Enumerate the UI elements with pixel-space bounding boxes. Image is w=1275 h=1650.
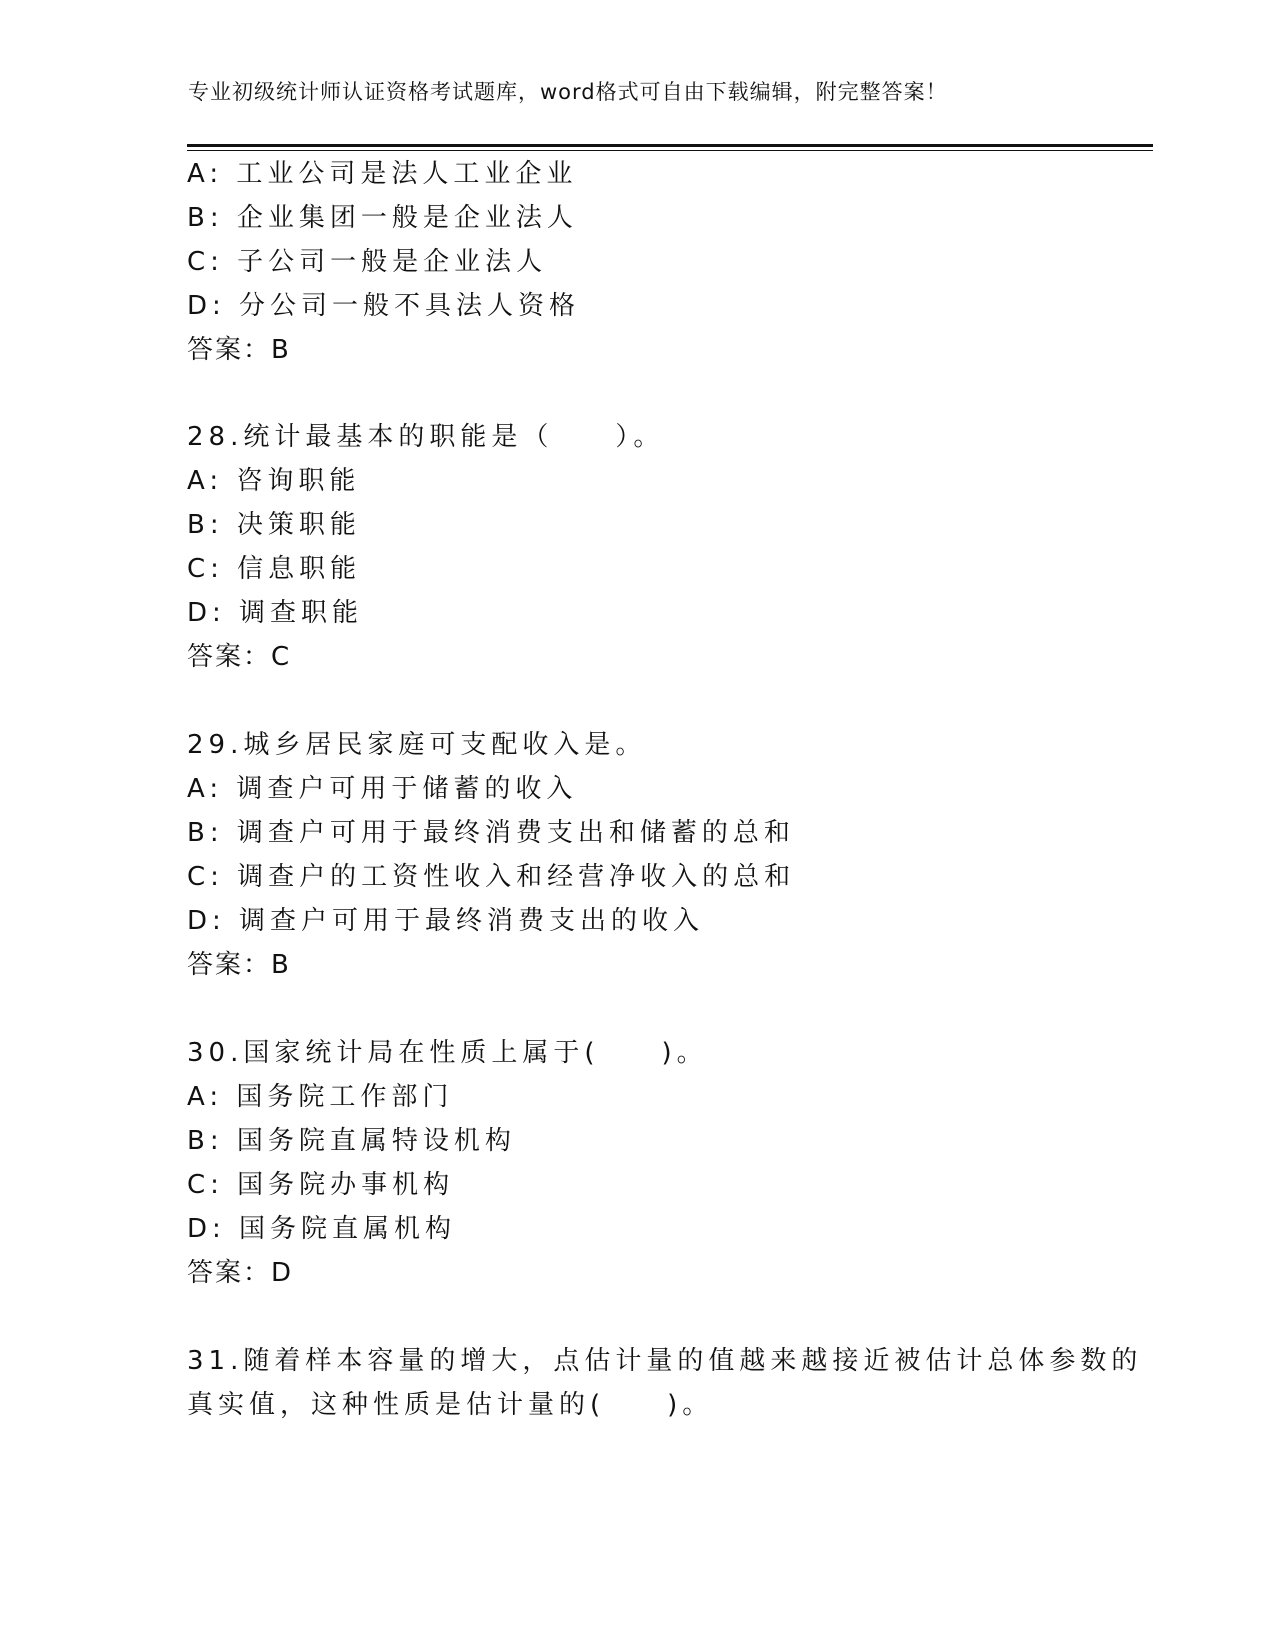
option-c: C: 国务院办事机构 xyxy=(187,1170,455,1200)
header-rule-thin xyxy=(187,150,1153,151)
option-d: D: 调查职能 xyxy=(187,598,364,628)
option-a: A: 工业公司是法人工业企业 xyxy=(187,159,578,189)
answer: 答案：D xyxy=(187,1258,294,1288)
option-b: B: 决策职能 xyxy=(187,510,361,540)
option-a: A: 调查户可用于储蓄的收入 xyxy=(187,774,578,804)
question-stem: 29.城乡居民家庭可支配收入是。 xyxy=(187,730,647,760)
page-header: 专业初级统计师认证资格考试题库，word格式可自由下载编辑，附完整答案！ xyxy=(188,80,948,104)
question-stem: 30.国家统计局在性质上属于( )。 xyxy=(187,1038,708,1068)
option-d: D: 国务院直属机构 xyxy=(187,1214,457,1244)
option-d: D: 调查户可用于最终消费支出的收入 xyxy=(187,906,705,936)
question-stem: 31.随着样本容量的增大，点估计量的值越来越接近被估计总体参数的 xyxy=(187,1346,1143,1376)
option-b: B: 调查户可用于最终消费支出和储蓄的总和 xyxy=(187,818,795,848)
option-b: B: 企业集团一般是企业法人 xyxy=(187,203,578,233)
question-stem-continued: 真实值，这种性质是估计量的( )。 xyxy=(187,1390,714,1420)
option-b: B: 国务院直属特设机构 xyxy=(187,1126,516,1156)
question-stem: 28.统计最基本的职能是（ ）。 xyxy=(187,422,665,452)
option-c: C: 信息职能 xyxy=(187,554,362,584)
answer: 答案：C xyxy=(187,642,292,672)
answer: 答案：B xyxy=(187,335,291,365)
header-rule-thick xyxy=(187,144,1153,147)
option-c: C: 子公司一般是企业法人 xyxy=(187,247,548,277)
option-a: A: 咨询职能 xyxy=(187,466,361,496)
option-a: A: 国务院工作部门 xyxy=(187,1082,454,1112)
answer: 答案：B xyxy=(187,950,291,980)
option-d: D: 分公司一般不具法人资格 xyxy=(187,291,581,321)
option-c: C: 调查户的工资性收入和经营净收入的总和 xyxy=(187,862,796,892)
